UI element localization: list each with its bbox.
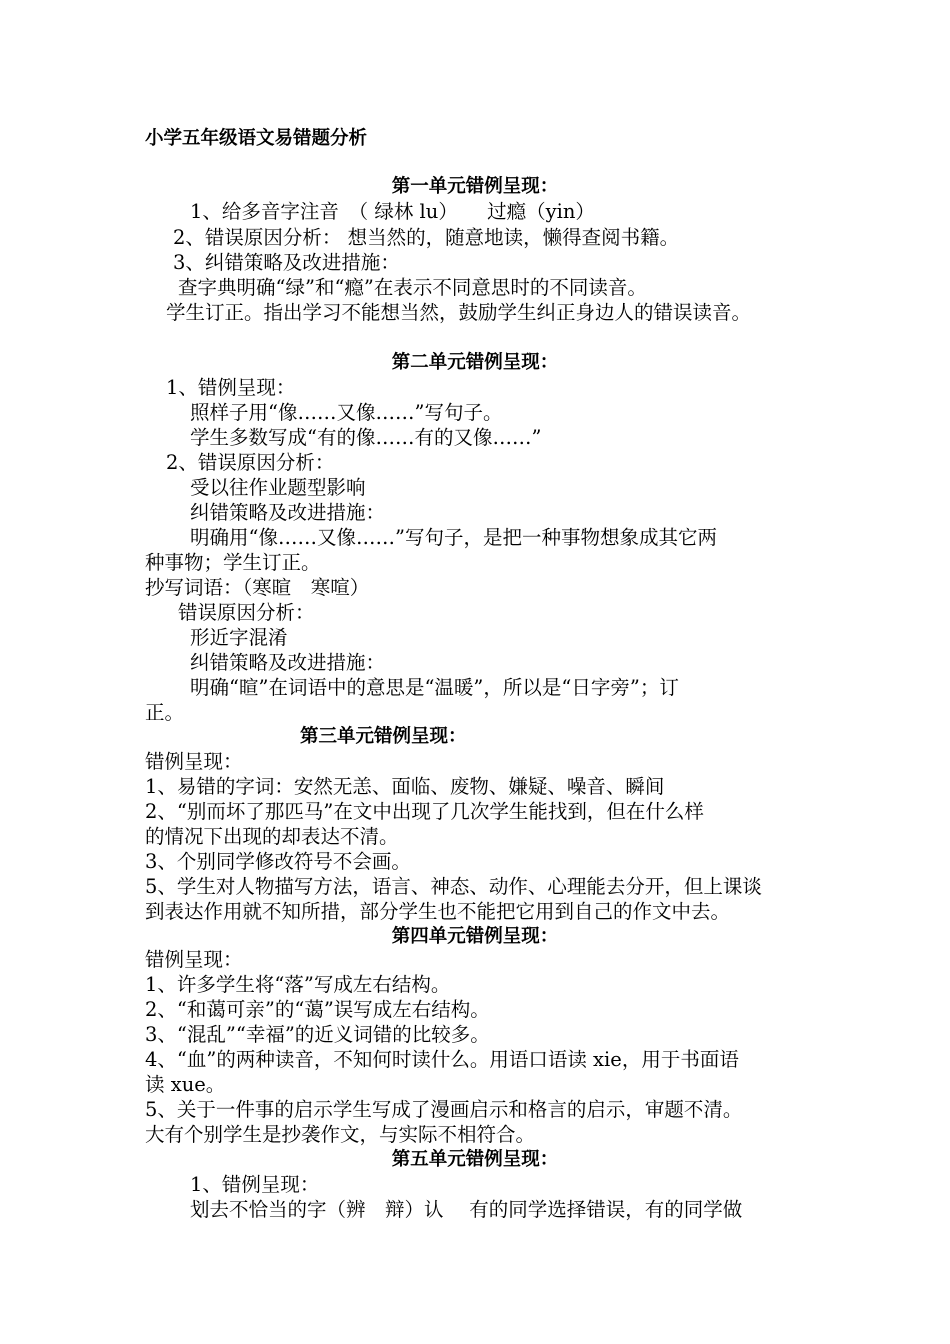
- unit2-line: 学生多数写成“有的像……有的又像……”: [190, 426, 542, 449]
- unit4-line: 1、许多学生将“落”写成左右结构。: [145, 973, 451, 996]
- unit3-line: 5、学生对人物描写方法，语言、神态、动作、心理能去分开，但上课谈: [145, 875, 762, 898]
- unit2-line: 正。: [145, 701, 185, 724]
- unit1-line: 3、纠错策略及改进措施：: [173, 251, 400, 274]
- unit4-line: 2、“和蔼可亲”的“蔼”误写成左右结构。: [145, 998, 490, 1021]
- unit4-line: 错例呈现：: [145, 948, 243, 971]
- unit3-line: 到表达作用就不知所措，部分学生也不能把它用到自己的作文中去。: [145, 900, 731, 923]
- unit3-line: 的情况下出现的却表达不清。: [145, 825, 399, 848]
- unit2-line: 2、错误原因分析：: [166, 451, 335, 474]
- unit1-heading: 第一单元错例呈现：: [391, 176, 559, 197]
- unit2-line: 种事物；学生订正。: [145, 551, 321, 574]
- unit3-line: 错例呈现：: [145, 750, 243, 773]
- document-title: 小学五年级语文易错题分析: [145, 128, 368, 149]
- unit2-line: 形近字混淆: [190, 626, 288, 649]
- unit1-line: 2、错误原因分析： 想当然的，随意地读，懒得查阅书籍。: [173, 226, 680, 249]
- unit2-line: 纠错策略及改进措施：: [190, 651, 386, 674]
- unit2-line: 错误原因分析：: [178, 601, 315, 624]
- unit2-heading: 第二单元错例呈现：: [391, 352, 559, 373]
- unit4-line: 3、“混乱”“幸福”的近义词错的比较多。: [145, 1023, 490, 1046]
- unit3-line: 3、个别同学修改符号不会画。: [145, 850, 411, 873]
- unit1-line: 查字典明确“绿”和“瘾”在表示不同意思时的不同读音。: [178, 276, 647, 299]
- unit3-line: 1、易错的字词：安然无恙、面临、废物、嫌疑、噪音、瞬间: [145, 775, 665, 798]
- unit1-line: 1、给多音字注音 （ 绿林 lu） 过瘾（yin）: [190, 200, 595, 223]
- unit2-line: 照样子用“像……又像……”写句子。: [190, 401, 503, 424]
- unit4-heading: 第四单元错例呈现：: [391, 926, 559, 947]
- unit4-line: 大有个别学生是抄袭作文，与实际不相符合。: [145, 1123, 536, 1146]
- unit3-line: 2、“别而坏了那匹马”在文中出现了几次学生能找到，但在什么样: [145, 800, 704, 823]
- unit4-line: 读 xue。: [145, 1073, 226, 1096]
- unit3-heading: 第三单元错例呈现：: [300, 726, 467, 747]
- unit1-line: 学生订正。指出学习不能想当然，鼓励学生纠正身边人的错误读音。: [166, 301, 752, 324]
- unit2-line: 明确“暄”在词语中的意思是“温暖”，所以是“日字旁”；订: [190, 676, 679, 699]
- unit4-line: 5、关于一件事的启示学生写成了漫画启示和格言的启示，审题不清。: [145, 1098, 743, 1121]
- unit5-line: 1、错例呈现：: [190, 1173, 320, 1196]
- unit2-line: 纠错策略及改进措施：: [190, 501, 386, 524]
- unit4-line: 4、“血”的两种读音，不知何时读什么。用语口语读 xie，用于书面语: [145, 1048, 739, 1071]
- unit5-heading: 第五单元错例呈现：: [391, 1149, 559, 1170]
- unit2-line: 受以往作业题型影响: [190, 476, 366, 499]
- unit5-line: 划去不恰当的字（辨 辩）认 有的同学选择错误，有的同学做: [190, 1198, 743, 1221]
- unit2-line: 抄写词语：（寒暄 寒喧）: [145, 576, 370, 599]
- unit2-line: 1、错例呈现：: [166, 376, 296, 399]
- unit2-line: 明确用“像……又像……”写句子，是把一种事物想象成其它两: [190, 526, 717, 549]
